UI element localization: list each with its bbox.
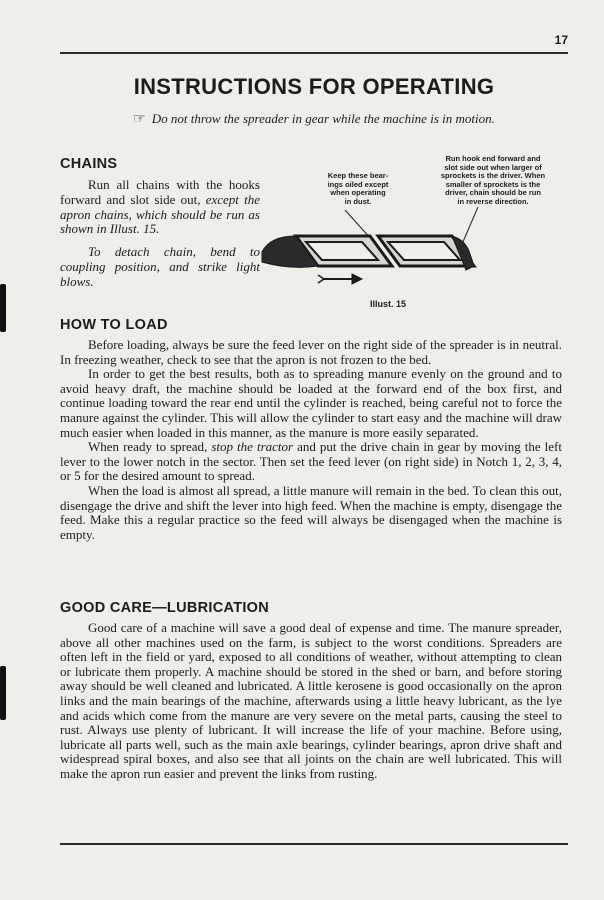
caption-sprockets-line: driver, chain should be run [445,188,541,198]
warning-text: Do not throw the spreader in gear while the machine is in motion. [151,111,495,126]
p3-text: and put the drive chain in gear by moving the left lever to the lower notch in the sector. Then set the feed lever (on right side) in Notch 1, 2, 3, 4, or 5 for the desired amount to spread. [60,439,562,484]
caption-bearings-line: ings oiled except [327,179,389,189]
chain-link-left [262,236,392,267]
how-to-load-text [60,338,562,542]
page-edge-tab [0,666,6,720]
page-title: INSTRUCTIONS FOR OPERATING [133,74,495,99]
good-care-heading: GOOD CARE—LUBRICATION [60,600,270,616]
caption-sprockets-line: Run hook end forward and [445,154,541,163]
caption-sprockets-line: in reverse direction. [457,196,529,206]
caption-bearings-line: Keep these bear- [327,171,389,180]
p3-text: When ready to spread, [88,439,212,455]
how-to-load-paragraph: When the load is almost all spread, a little manure will remain in the bed. To clean this out, disengage the drive and shift the lever into high feed. When the machine is empty, disengage the feed. Make this a regular practice so the feed will always be disengaged when the machine is empty. [60,482,562,542]
good-care-text [60,621,562,782]
caption-bearings-line: in dust. [344,196,372,206]
page-edge-tab [0,284,6,332]
bottom-rule [60,843,568,845]
good-care-paragraph: Good care of a machine will save a good deal of expense and time. The manure spreader, above all other machines used on the farm, is subject to the worst conditions. Spreaders are often left in the field or yard, exposed to all conditions of weather, without attempting to clean or lubricate them properly. A machine should be stored in the shed or barn, and before storing away should be well cleaned and lubricated. A little kerosene is good occasionally on the apron links and the main bearings of the machine, afterwards using a little heavy lubricant, as the lye and acids which come from the manure are very severe on the metal parts, causing the steel to rust. Always use plenty of lubricant. It will increase the life of your machine. Before using, lubricate all parts well, such as the main axle bearings, cylinder bearings, apron drive shaft and widespread spiral boxes, and also see that all joints on the chain are well lubricated. This will make the apron run easier and prevent the links from rusting. [60,620,562,781]
chains-para1-plain: Run all chains with the hooks forward and slot side out, [60,177,260,207]
how-to-load-paragraph: Before loading, always be sure the feed lever on the right side of the spreader is in neutral. In freezing weather, check to see that the apron is not frozen to the bed. [60,337,562,367]
how-to-load-paragraph [60,440,562,484]
how-to-load-heading: HOW TO LOAD [60,317,168,333]
p3-italic: stop the tractor [211,439,294,455]
illustration-label: Illust. 15 [370,299,407,309]
page-number: 17 [554,33,568,47]
chains-heading: CHAINS [60,156,118,172]
caption-sprockets-line: sprockets is the driver. When [440,171,546,181]
caption-bearings-line: when operating [330,188,386,198]
chains-para2: To detach chain, bend to coupling position, and strike light blows. [60,244,260,289]
caption-sprockets-line: smaller of sprockets is the [445,179,541,189]
how-to-load-paragraph: In order to get the best results, both as to spreading manure evenly on the ground and to avoid heavy draft, the machine should be loaded at the forward end of the box first, and continue loading toward the rear end until the cylinder is reached, being careful not to force the manure against the cylinder. This will allow the cylinder to start easy and the machine will draw much easier when loaded in this manner, as the manure is more easily separated. [60,366,562,440]
chains-para1-italic: except the apron chains, which should be run as shown in Illust. 15. [60,191,260,237]
caption-sprockets-line: slot side out when larger of [444,162,542,172]
direction-arrow [318,274,362,284]
pointing-hand-icon: ☞ [133,112,146,127]
